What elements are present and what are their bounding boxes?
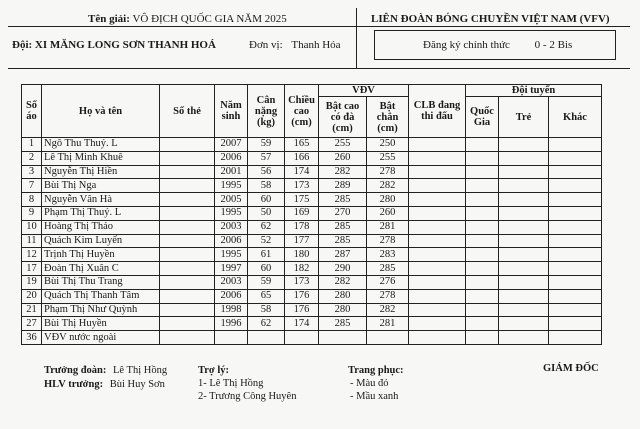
manager-name: Lê Thị Hồng (113, 365, 168, 376)
cell-youth (499, 289, 549, 303)
cell-name: VĐV nước ngoài (42, 331, 160, 345)
table-row (22, 275, 602, 289)
cell-other (549, 317, 602, 331)
cell-other (549, 234, 602, 248)
cell-birth-year (215, 331, 248, 345)
cell-birth-year: 1995 (215, 179, 248, 193)
cell-card (160, 289, 215, 303)
cell-weight: 60 (248, 193, 285, 207)
cell-club (409, 138, 466, 152)
cell-name: Hoàng Thị Thảo (42, 220, 160, 234)
coach-name: Bùi Huy Sơn (109, 379, 165, 390)
team-name: XI MĂNG LONG SƠN THANH HOÁ (34, 39, 216, 51)
cell-block-reach (367, 331, 409, 345)
cell-weight: 59 (248, 275, 285, 289)
cell-other (549, 179, 602, 193)
coach-line (44, 379, 165, 390)
header-attack-reach: Bật cao có đà (cm) (319, 97, 367, 138)
cell-club (409, 220, 466, 234)
cell-other (549, 275, 602, 289)
cell-block-reach: 260 (367, 206, 409, 220)
cell-birth-year: 1995 (215, 248, 248, 262)
cell-club (409, 248, 466, 262)
cell-national (466, 248, 499, 262)
cell-card (160, 151, 215, 165)
cell-height: 177 (285, 234, 319, 248)
cell-other (549, 206, 602, 220)
cell-weight: 59 (248, 138, 285, 152)
cell-youth (499, 248, 549, 262)
cell-youth (499, 303, 549, 317)
cell-national (466, 165, 499, 179)
cell-birth-year: 1995 (215, 206, 248, 220)
cell-name: Phạm Thị Thuý. L (42, 206, 160, 220)
cell-block-reach: 282 (367, 303, 409, 317)
cell-weight: 65 (248, 289, 285, 303)
cell-club (409, 151, 466, 165)
cell-birth-year: 2006 (215, 289, 248, 303)
cell-block-reach: 281 (367, 317, 409, 331)
cell-attack-reach: 282 (319, 165, 367, 179)
cell-attack-reach: 280 (319, 289, 367, 303)
cell-attack-reach: 285 (319, 193, 367, 207)
cell-name: Đoàn Thị Xuân C (42, 262, 160, 276)
cell-attack-reach: 255 (319, 138, 367, 152)
cell-block-reach: 250 (367, 138, 409, 152)
cell-no: 17 (22, 262, 42, 276)
cell-birth-year: 1997 (215, 262, 248, 276)
manager-label: Trưởng đoàn: (44, 365, 107, 376)
cell-no: 8 (22, 193, 42, 207)
cell-weight: 60 (248, 262, 285, 276)
cell-block-reach: 282 (367, 179, 409, 193)
cell-height (285, 331, 319, 345)
cell-club (409, 303, 466, 317)
cell-no: 1 (22, 138, 42, 152)
cell-club (409, 234, 466, 248)
manager-line (44, 365, 167, 376)
header-no: Số áo (22, 85, 42, 138)
cell-no: 20 (22, 289, 42, 303)
cell-name: Bùi Thị Thu Trang (42, 275, 160, 289)
cell-card (160, 220, 215, 234)
cell-name: Trịnh Thị Huyền (42, 248, 160, 262)
cell-height: 174 (285, 317, 319, 331)
cell-national (466, 193, 499, 207)
director-label: GIÁM ĐỐC (543, 363, 599, 374)
cell-attack-reach: 285 (319, 220, 367, 234)
cell-club (409, 179, 466, 193)
federation-name: LIÊN ĐOÀN BÓNG CHUYỀN VIỆT NAM (VFV) (371, 13, 610, 25)
cell-youth (499, 262, 549, 276)
team-info (12, 39, 216, 51)
cell-no: 27 (22, 317, 42, 331)
cell-club (409, 262, 466, 276)
assistant-label: Trợ lý: (198, 365, 229, 376)
table-row (22, 303, 602, 317)
cell-weight: 56 (248, 165, 285, 179)
cell-no: 12 (22, 248, 42, 262)
cell-birth-year: 2006 (215, 151, 248, 165)
cell-block-reach: 276 (367, 275, 409, 289)
header-weight: Cân nặng (kg) (248, 85, 285, 138)
cell-height: 180 (285, 248, 319, 262)
cell-weight (248, 331, 285, 345)
cell-youth (499, 234, 549, 248)
coach-label: HLV trưởng: (44, 379, 104, 390)
cell-national (466, 151, 499, 165)
tournament-label: Tên giải: (88, 13, 130, 25)
uniform-1: - Màu đỏ (350, 378, 389, 389)
cell-attack-reach: 270 (319, 206, 367, 220)
registration-value: 0 - 2 Bis (534, 39, 573, 51)
cell-youth (499, 138, 549, 152)
cell-club (409, 317, 466, 331)
header-other: Khác (549, 97, 602, 138)
cell-height: 165 (285, 138, 319, 152)
cell-block-reach: 280 (367, 193, 409, 207)
cell-block-reach: 283 (367, 248, 409, 262)
table-row (22, 234, 602, 248)
header-birth-year: Năm sinh (215, 85, 248, 138)
cell-national (466, 138, 499, 152)
table-row (22, 262, 602, 276)
cell-height: 169 (285, 206, 319, 220)
cell-other (549, 138, 602, 152)
table-row (22, 193, 602, 207)
table-row (22, 138, 602, 152)
cell-national (466, 262, 499, 276)
cell-name: Quách Kim Luyến (42, 234, 160, 248)
cell-other (549, 331, 602, 345)
cell-attack-reach (319, 331, 367, 345)
cell-card (160, 165, 215, 179)
cell-club (409, 206, 466, 220)
cell-card (160, 262, 215, 276)
registration-info (423, 39, 572, 51)
cell-card (160, 206, 215, 220)
cell-weight: 61 (248, 248, 285, 262)
cell-youth (499, 193, 549, 207)
cell-weight: 62 (248, 317, 285, 331)
table-row (22, 248, 602, 262)
cell-birth-year: 2003 (215, 220, 248, 234)
cell-card (160, 331, 215, 345)
table-row (22, 151, 602, 165)
header-block-reach: Bật chắn (cm) (367, 97, 409, 138)
table-row (22, 165, 602, 179)
cell-card (160, 303, 215, 317)
cell-card (160, 138, 215, 152)
team-label: Đội: (12, 39, 33, 51)
header-athlete-group: VĐV (319, 85, 409, 97)
cell-no: 7 (22, 179, 42, 193)
cell-name: Bùi Thị Huyền (42, 317, 160, 331)
cell-name: Nguyễn Vân Hà (42, 193, 160, 207)
cell-name: Nguyễn Thị Hiền (42, 165, 160, 179)
cell-national (466, 220, 499, 234)
unit-label: Đơn vị: (249, 39, 283, 51)
cell-height: 178 (285, 220, 319, 234)
table-row (22, 331, 602, 345)
cell-no: 10 (22, 220, 42, 234)
cell-weight: 58 (248, 303, 285, 317)
cell-weight: 62 (248, 220, 285, 234)
assistant-2: 2- Trương Công Huyên (198, 391, 297, 402)
cell-card (160, 317, 215, 331)
cell-name: Phạm Thị Như Quỳnh (42, 303, 160, 317)
cell-block-reach: 281 (367, 220, 409, 234)
header-name: Họ và tên (42, 85, 160, 138)
cell-youth (499, 275, 549, 289)
cell-attack-reach: 290 (319, 262, 367, 276)
cell-card (160, 193, 215, 207)
cell-attack-reach: 285 (319, 234, 367, 248)
cell-height: 182 (285, 262, 319, 276)
cell-name: Quách Thị Thanh Tâm (42, 289, 160, 303)
cell-national (466, 289, 499, 303)
cell-national (466, 303, 499, 317)
cell-block-reach: 278 (367, 165, 409, 179)
cell-no: 11 (22, 234, 42, 248)
cell-no: 2 (22, 151, 42, 165)
cell-birth-year: 2001 (215, 165, 248, 179)
cell-attack-reach: 260 (319, 151, 367, 165)
cell-other (549, 151, 602, 165)
cell-national (466, 234, 499, 248)
cell-weight: 58 (248, 179, 285, 193)
header-youth: Trẻ (499, 97, 549, 138)
header-bottom-divider (8, 68, 630, 69)
cell-other (549, 303, 602, 317)
cell-youth (499, 331, 549, 345)
cell-card (160, 234, 215, 248)
cell-attack-reach: 282 (319, 275, 367, 289)
cell-height: 176 (285, 303, 319, 317)
cell-other (549, 193, 602, 207)
header-national: Quốc Gia (466, 97, 499, 138)
cell-other (549, 248, 602, 262)
cell-birth-year: 2007 (215, 138, 248, 152)
cell-national (466, 179, 499, 193)
roster-body (22, 138, 602, 345)
cell-attack-reach: 287 (319, 248, 367, 262)
cell-birth-year: 2006 (215, 234, 248, 248)
header-divider (8, 26, 630, 27)
header-height: Chiều cao (cm) (285, 85, 319, 138)
cell-other (549, 220, 602, 234)
cell-no: 19 (22, 275, 42, 289)
unit-name: Thanh Hóa (291, 39, 341, 51)
cell-name: Bùi Thị Nga (42, 179, 160, 193)
cell-attack-reach: 289 (319, 179, 367, 193)
cell-name: Lê Thị Minh Khuê (42, 151, 160, 165)
header-national-group: Đội tuyển (466, 85, 602, 97)
cell-other (549, 289, 602, 303)
cell-other (549, 262, 602, 276)
cell-block-reach: 278 (367, 234, 409, 248)
cell-height: 175 (285, 193, 319, 207)
cell-no: 9 (22, 206, 42, 220)
table-row (22, 220, 602, 234)
table-row (22, 289, 602, 303)
cell-club (409, 331, 466, 345)
cell-national (466, 331, 499, 345)
cell-other (549, 165, 602, 179)
cell-club (409, 289, 466, 303)
cell-youth (499, 179, 549, 193)
cell-club (409, 165, 466, 179)
cell-block-reach: 278 (367, 289, 409, 303)
cell-youth (499, 206, 549, 220)
cell-weight: 57 (248, 151, 285, 165)
cell-card (160, 179, 215, 193)
unit-info (249, 39, 341, 51)
cell-youth (499, 165, 549, 179)
cell-youth (499, 317, 549, 331)
cell-national (466, 317, 499, 331)
roster-table (21, 84, 602, 345)
cell-youth (499, 220, 549, 234)
cell-height: 166 (285, 151, 319, 165)
cell-birth-year: 2005 (215, 193, 248, 207)
table-row (22, 317, 602, 331)
cell-weight: 50 (248, 206, 285, 220)
header-club: CLB đang thi đấu (409, 85, 466, 138)
cell-name: Ngô Thu Thuỷ. L (42, 138, 160, 152)
cell-block-reach: 255 (367, 151, 409, 165)
tournament-title (88, 13, 287, 25)
cell-birth-year: 1996 (215, 317, 248, 331)
cell-national (466, 206, 499, 220)
uniform-2: - Mầu xanh (350, 391, 399, 402)
tournament-name: VÔ ĐỊCH QUỐC GIA NĂM 2025 (132, 13, 287, 25)
table-row (22, 206, 602, 220)
uniform-label: Trang phục: (348, 365, 404, 376)
cell-no: 3 (22, 165, 42, 179)
cell-block-reach: 285 (367, 262, 409, 276)
header-vertical-divider (356, 8, 357, 68)
cell-club (409, 193, 466, 207)
cell-height: 176 (285, 289, 319, 303)
cell-height: 173 (285, 179, 319, 193)
cell-youth (499, 151, 549, 165)
cell-no: 36 (22, 331, 42, 345)
cell-attack-reach: 285 (319, 317, 367, 331)
cell-national (466, 275, 499, 289)
cell-no: 21 (22, 303, 42, 317)
cell-club (409, 275, 466, 289)
cell-card (160, 248, 215, 262)
registration-label: Đăng ký chính thức (423, 39, 510, 51)
cell-weight: 52 (248, 234, 285, 248)
cell-attack-reach: 280 (319, 303, 367, 317)
cell-birth-year: 2003 (215, 275, 248, 289)
cell-birth-year: 1998 (215, 303, 248, 317)
header-card: Số thẻ (160, 85, 215, 138)
cell-height: 174 (285, 165, 319, 179)
cell-height: 173 (285, 275, 319, 289)
assistant-1: 1- Lê Thị Hồng (198, 378, 264, 389)
table-row (22, 179, 602, 193)
cell-card (160, 275, 215, 289)
